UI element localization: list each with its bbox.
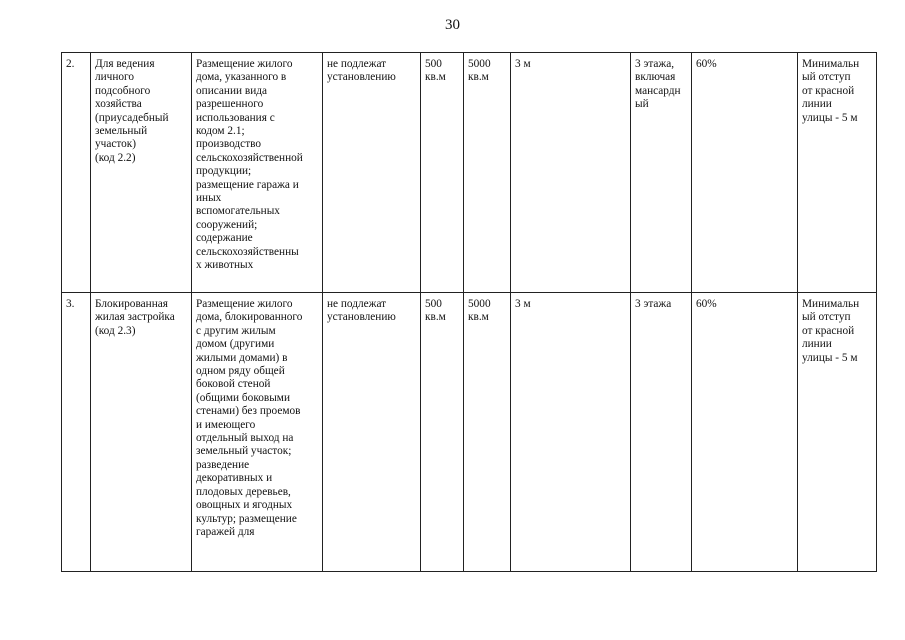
- min-plot-area-cell: 500 кв.м: [421, 53, 464, 293]
- min-setback-cell: 3 м: [511, 293, 631, 572]
- row-number-cell: 2.: [62, 53, 91, 293]
- zoning-regulations-table: [61, 52, 877, 572]
- row-number-cell: 3.: [62, 293, 91, 572]
- max-plot-area-cell: 5000 кв.м: [464, 53, 511, 293]
- max-floors-cell: 3 этажа: [631, 293, 692, 572]
- min-setback-cell: 3 м: [511, 53, 631, 293]
- min-plot-area-cell: 500 кв.м: [421, 293, 464, 572]
- limits-cell: не подлежат установлению: [323, 293, 421, 572]
- street-setback-cell: Минимальн ый отступ от красной линии улицы - 5 м: [798, 293, 877, 572]
- table-row: [62, 53, 877, 293]
- page-number: 30: [445, 17, 460, 33]
- street-setback-cell: Минимальн ый отступ от красной линии улицы - 5 м: [798, 53, 877, 293]
- max-coverage-cell: 60%: [692, 293, 798, 572]
- land-use-description-cell: Размещение жилого дома, указанного в описании вида разрешенного использования с кодом 2.1; производство сельскохозяйственной продукции; размещение гаража и иных вспомогательных сооружений; содержание сельскохозяйственны х животных: [192, 53, 323, 293]
- land-use-type-cell: Для ведения личного подсобного хозяйства (приусадебный земельный участок) (код 2.2): [91, 53, 192, 293]
- max-plot-area-cell: 5000 кв.м: [464, 293, 511, 572]
- land-use-description-cell: Размещение жилого дома, блокированного с другим жилым домом (другими жилыми домами) в одном ряду общей боковой стеной (общими боковыми стенами) без проемов и имеющего отдельный выход на земельный участок; разведение декоративных и плодовых деревьев, овощных и ягодных культур; размещение гаражей для: [192, 293, 323, 572]
- limits-cell: не подлежат установлению: [323, 53, 421, 293]
- max-floors-cell: 3 этажа, включая мансардн ый: [631, 53, 692, 293]
- max-coverage-cell: 60%: [692, 53, 798, 293]
- land-use-type-cell: Блокированная жилая застройка (код 2.3): [91, 293, 192, 572]
- table-row: [62, 293, 877, 572]
